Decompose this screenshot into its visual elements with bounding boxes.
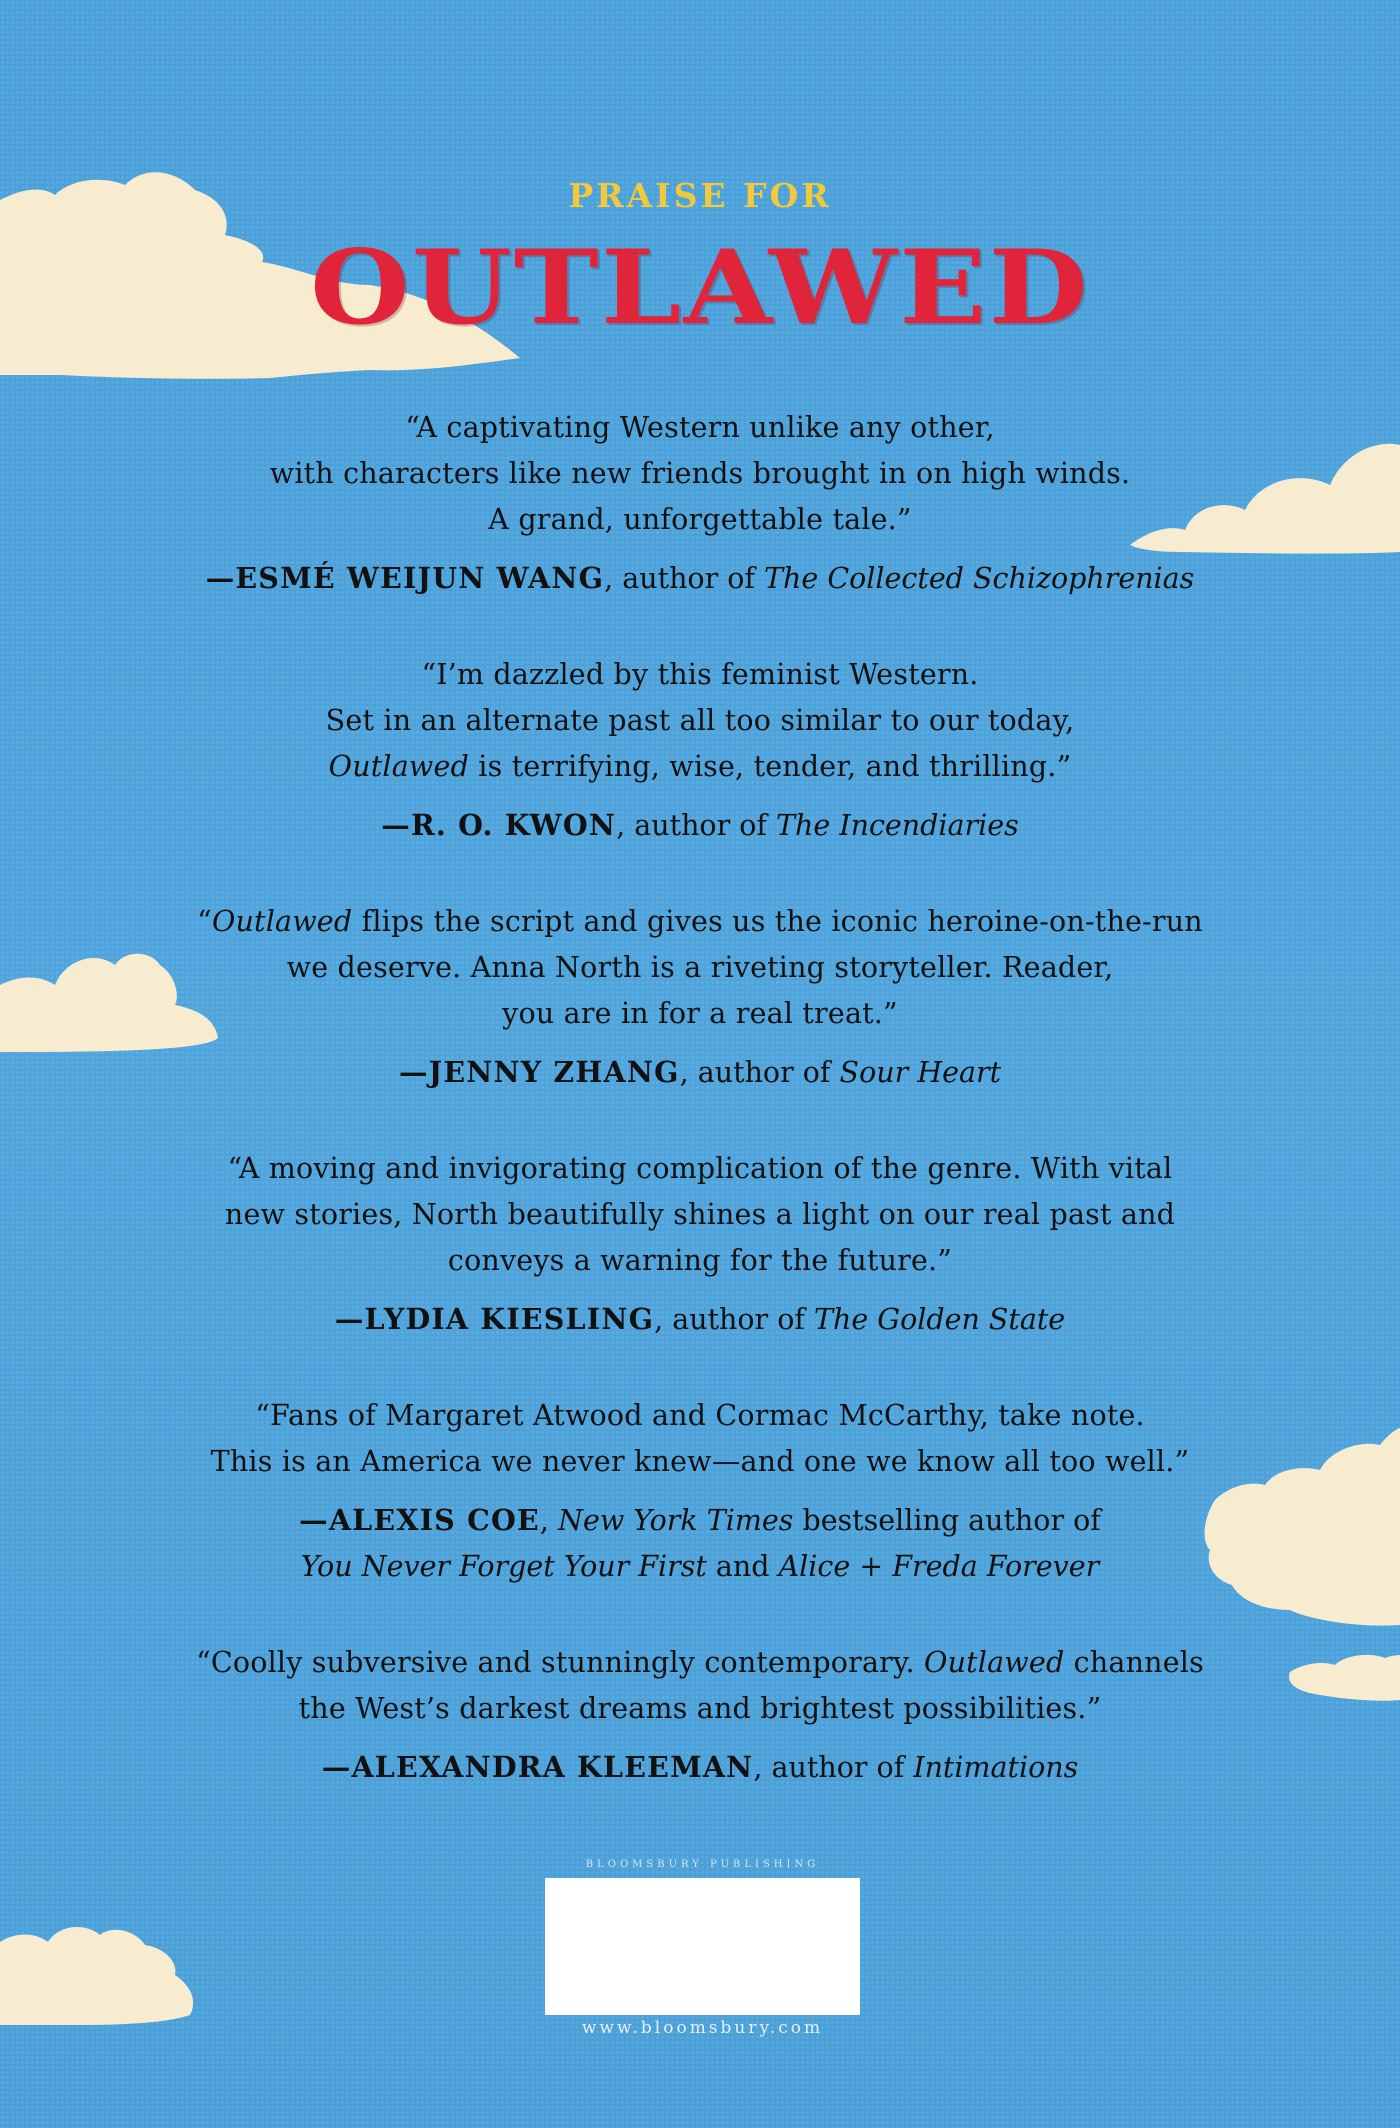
text-segment: the West’s darkest dreams and brightest possibilities.”	[298, 1692, 1102, 1725]
text-segment: , author of	[604, 562, 765, 595]
quote-line	[0, 1146, 1400, 1192]
blurb	[0, 405, 1400, 602]
text-segment: new stories, North beautifully shines a light on our real past and	[224, 1198, 1176, 1231]
attribution-line	[0, 1497, 1400, 1544]
text-segment: This is an America we never knew—and one we know all too well.”	[210, 1445, 1190, 1478]
text-segment: channels	[1064, 1646, 1204, 1679]
attribution	[0, 1049, 1400, 1096]
text-segment: “Coolly subversive and stunningly contemporary.	[196, 1646, 925, 1679]
text-segment: , author of	[616, 809, 777, 842]
attribution-line	[0, 1049, 1400, 1096]
attribution	[0, 1744, 1400, 1791]
text-segment: you are in for a real treat.”	[502, 997, 898, 1030]
quote-line	[0, 945, 1400, 991]
italic-title: Alice + Freda Forever	[778, 1550, 1100, 1583]
text-segment: bestselling author of	[793, 1504, 1101, 1537]
quote-line	[0, 744, 1400, 790]
cloud-bottom-left	[0, 1927, 193, 2025]
text-segment: “A moving and invigorating complication of the genre. With vital	[227, 1152, 1173, 1185]
quote-line	[0, 1686, 1400, 1732]
text-segment: conveys a warning for the future.”	[447, 1244, 953, 1277]
reviewer-name: —JENNY ZHANG	[398, 1055, 680, 1089]
reviewer-name: —ALEXIS COE	[299, 1503, 540, 1537]
publisher-website: www.bloomsbury.com	[581, 2018, 824, 2038]
reviewer-name: —ESMÉ WEIJUN WANG	[205, 561, 605, 595]
italic-title: Outlawed	[211, 905, 353, 938]
attribution-line	[0, 1544, 1400, 1590]
quote-line	[0, 1640, 1400, 1686]
blurb-list	[0, 405, 1400, 1841]
text-segment: “I’m dazzled by this feminist Western.	[421, 658, 979, 691]
publisher-name: BLOOMSBURY PUBLISHING	[585, 1859, 820, 1870]
attribution	[0, 1497, 1400, 1590]
text-segment: “Fans of Margaret Atwood and Cormac McCarthy, take note.	[255, 1399, 1145, 1432]
attribution	[0, 555, 1400, 602]
italic-title: Outlawed	[924, 1646, 1065, 1679]
attribution-line	[0, 1744, 1400, 1791]
text-segment: with characters like new friends brought in on high winds.	[269, 457, 1131, 490]
quote-line	[0, 652, 1400, 698]
reviewer-name: —ALEXANDRA KLEEMAN	[321, 1750, 754, 1784]
reviewer-name: —R. O. KWON	[381, 808, 617, 842]
italic-title: Intimations	[913, 1751, 1079, 1784]
italic-title: The Collected Schizophrenias	[764, 562, 1195, 595]
blurb	[0, 1146, 1400, 1343]
blurb	[0, 652, 1400, 849]
text-segment: ,	[539, 1504, 559, 1537]
book-title: OUTLAWED	[310, 228, 1090, 348]
text-segment: flips the script and gives us the iconic heroine-on-the-run	[352, 905, 1203, 938]
attribution-line	[0, 1296, 1400, 1343]
quote-line	[0, 899, 1400, 945]
attribution-line	[0, 555, 1400, 602]
text-segment: , author of	[679, 1056, 840, 1089]
barcode-box	[545, 1878, 860, 2015]
text-segment: “	[197, 905, 212, 938]
quote-line	[0, 698, 1400, 744]
italic-title: Sour Heart	[839, 1056, 1002, 1089]
text-segment: is terrifying, wise, tender, and thrilling.”	[469, 750, 1072, 783]
italic-title: You Never Forget Your First	[300, 1550, 707, 1583]
text-segment: and	[706, 1550, 779, 1583]
text-segment: , author of	[753, 1751, 914, 1784]
text-segment: “A captivating Western unlike any other,	[405, 411, 995, 444]
blurb	[0, 1640, 1400, 1791]
text-segment: Set in an alternate past all too similar to our today,	[325, 704, 1075, 737]
quote-line	[0, 451, 1400, 497]
text-segment: A grand, unforgettable tale.”	[488, 503, 912, 536]
praise-for-heading: PRAISE FOR	[568, 176, 832, 215]
blurb	[0, 1393, 1400, 1590]
quote-line	[0, 1238, 1400, 1284]
quote-line	[0, 1192, 1400, 1238]
quote-line	[0, 1439, 1400, 1485]
attribution-line	[0, 802, 1400, 849]
attribution	[0, 802, 1400, 849]
quote-line	[0, 405, 1400, 451]
italic-title: The Incendiaries	[776, 809, 1019, 842]
text-segment: , author of	[654, 1303, 815, 1336]
quote-line	[0, 1393, 1400, 1439]
italic-title: New York Times	[558, 1504, 794, 1537]
quote-line	[0, 991, 1400, 1037]
quote-line	[0, 497, 1400, 543]
blurb	[0, 899, 1400, 1096]
italic-title: The Golden State	[814, 1303, 1066, 1336]
italic-title: Outlawed	[328, 750, 470, 783]
reviewer-name: —LYDIA KIESLING	[334, 1302, 655, 1336]
attribution	[0, 1296, 1400, 1343]
text-segment: we deserve. Anna North is a riveting storyteller. Reader,	[286, 951, 1114, 984]
